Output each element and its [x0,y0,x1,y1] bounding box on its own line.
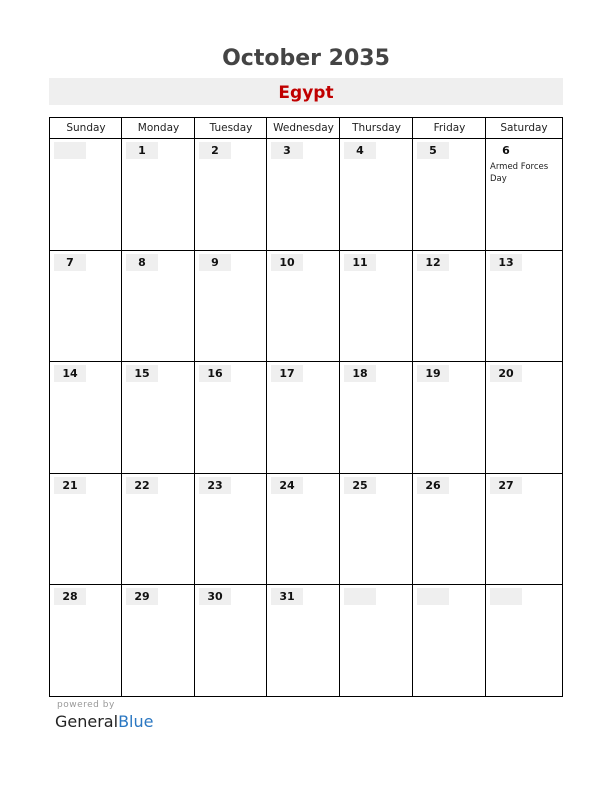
day-cell[interactable] [413,585,485,696]
day-number-box [54,142,86,159]
day-number: 15 [134,367,150,380]
day-number-box [271,588,303,605]
day-cell[interactable] [486,585,561,696]
day-number-box [344,477,376,494]
day-number-box [199,142,231,159]
day-number-box [126,142,158,159]
day-cell[interactable] [50,362,121,473]
day-cell[interactable] [267,251,339,361]
day-number-box [490,365,522,382]
day-number: 6 [502,144,510,157]
day-cell[interactable] [195,362,266,473]
day-cell[interactable] [195,474,266,584]
day-number-box [126,588,158,605]
day-number-box [417,142,449,159]
day-number-box [344,588,376,605]
day-cell[interactable] [50,251,121,361]
day-number: 16 [207,367,223,380]
day-number-box [344,254,376,271]
day-number: 7 [66,256,74,269]
day-cell[interactable] [122,251,194,361]
day-number-box [490,142,522,159]
brand-blue: Blue [118,712,154,731]
day-cell[interactable] [486,362,561,473]
day-number-box [344,142,376,159]
day-cell[interactable] [50,585,121,696]
day-number: 5 [429,144,437,157]
day-number-box [199,477,231,494]
day-number-box [344,365,376,382]
day-number: 18 [352,367,368,380]
day-number: 31 [279,590,295,603]
day-number: 17 [279,367,295,380]
day-cell[interactable] [50,474,121,584]
day-cell[interactable] [267,585,339,696]
day-cell[interactable] [413,362,485,473]
day-number-box [417,477,449,494]
day-cell[interactable] [267,362,339,473]
day-number: 9 [211,256,219,269]
holiday-label: Armed Forces Day [490,162,549,184]
day-cell[interactable] [486,139,561,250]
day-number: 11 [352,256,368,269]
day-cell[interactable] [267,139,339,250]
weekday-sunday: Sunday [66,122,106,134]
weekday-friday: Friday [433,122,466,134]
day-number-box [417,254,449,271]
day-number: 2 [211,144,219,157]
day-cell[interactable] [340,251,412,361]
day-number-box [199,254,231,271]
day-number: 13 [498,256,514,269]
day-number-box [54,365,86,382]
day-number: 10 [279,256,295,269]
day-number-box [54,254,86,271]
day-number-box [490,254,522,271]
calendar-grid [49,117,563,697]
day-number [490,588,522,605]
day-number: 29 [134,590,150,603]
day-number: 28 [62,590,78,603]
day-number-box [271,142,303,159]
day-cell[interactable] [267,474,339,584]
day-cell[interactable] [486,474,561,584]
day-number-box [199,365,231,382]
page-title: October 2035 [222,46,390,71]
day-number: 30 [207,590,223,603]
day-cell[interactable] [122,585,194,696]
day-number-box [126,365,158,382]
day-cell[interactable] [195,251,266,361]
day-number: 21 [62,479,78,492]
day-cell[interactable] [122,139,194,250]
day-cell[interactable] [340,139,412,250]
day-number-box [271,254,303,271]
day-number: 1 [138,144,146,157]
country-name: Egypt [278,83,334,103]
day-number: 19 [425,367,441,380]
day-number-box [54,588,86,605]
day-cell[interactable] [413,139,485,250]
day-number: 22 [134,479,150,492]
weekday-saturday: Saturday [500,122,548,134]
day-number [344,588,376,605]
day-cell[interactable] [413,251,485,361]
day-cell[interactable] [486,251,561,361]
day-cell[interactable] [340,362,412,473]
day-number-box [199,588,231,605]
brand-general: General [55,712,119,731]
weekday-thursday: Thursday [352,122,401,134]
day-number [54,142,86,159]
day-number-box [490,588,522,605]
day-number: 23 [207,479,223,492]
day-number: 14 [62,367,78,380]
day-number-box [417,365,449,382]
day-number: 25 [352,479,368,492]
day-number: 20 [498,367,514,380]
day-cell[interactable] [122,362,194,473]
day-number-box [126,254,158,271]
day-number: 27 [498,479,514,492]
day-number: 8 [138,256,146,269]
generalblue-logo[interactable] [55,712,153,731]
day-number: 12 [425,256,441,269]
weekday-tuesday: Tuesday [209,122,253,134]
day-cell[interactable] [195,139,266,250]
day-number [417,588,449,605]
country-banner [49,78,563,105]
day-cell[interactable] [195,585,266,696]
day-number-box [126,477,158,494]
day-cell[interactable] [340,585,412,696]
weekday-wednesday: Wednesday [273,122,334,134]
day-number-box [271,477,303,494]
day-number-box [271,365,303,382]
day-cell[interactable] [122,474,194,584]
day-cell[interactable] [50,139,121,250]
day-number-box [490,477,522,494]
weekday-monday: Monday [137,122,180,134]
day-cell[interactable] [340,474,412,584]
powered-by-text: powered by [57,700,115,710]
day-cell[interactable] [413,474,485,584]
day-number: 4 [356,144,364,157]
day-number: 24 [279,479,295,492]
day-number: 3 [283,144,291,157]
day-number-box [54,477,86,494]
day-number-box [417,588,449,605]
day-number: 26 [425,479,441,492]
